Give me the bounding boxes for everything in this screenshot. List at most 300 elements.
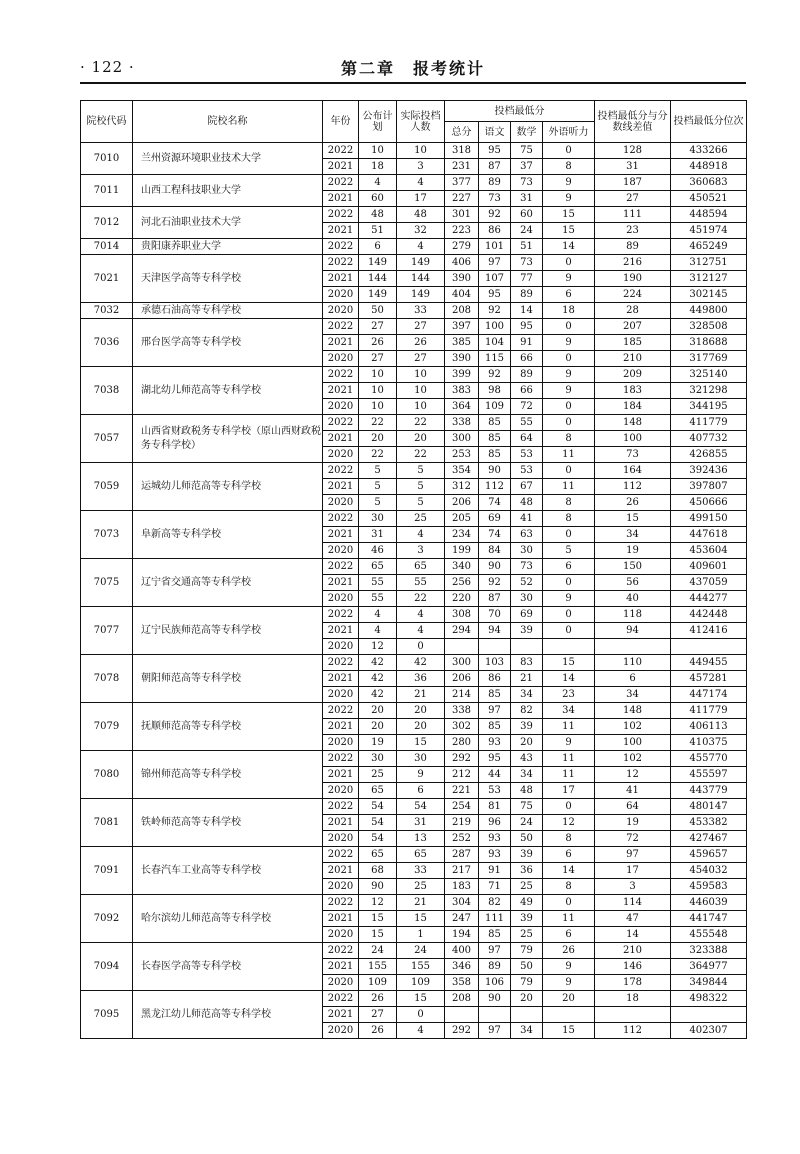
cell-year: 2020 xyxy=(323,351,359,367)
cell-year: 2021 xyxy=(323,191,359,207)
school-name: 天津医学高等专科学校 xyxy=(133,255,323,303)
cell-plan: 4 xyxy=(359,175,397,191)
school-code: 7091 xyxy=(81,847,133,895)
cell-rank: 412416 xyxy=(671,623,747,639)
cell-actual: 36 xyxy=(397,671,445,687)
cell-gap: 128 xyxy=(595,143,671,159)
cell-total: 247 xyxy=(445,911,479,927)
cell-chinese: 92 xyxy=(479,367,511,383)
cell-chinese: 85 xyxy=(479,687,511,703)
cell-plan: 22 xyxy=(359,415,397,431)
cell-foreign: 6 xyxy=(543,287,595,303)
cell-actual: 4 xyxy=(397,623,445,639)
cell-total: 301 xyxy=(445,207,479,223)
cell-rank: 360683 xyxy=(671,175,747,191)
cell-plan: 10 xyxy=(359,143,397,159)
cell-chinese: 107 xyxy=(479,271,511,287)
cell-math: 34 xyxy=(511,687,543,703)
cell-total: 219 xyxy=(445,815,479,831)
table-row xyxy=(81,415,747,431)
cell-math: 66 xyxy=(511,351,543,367)
cell-actual: 4 xyxy=(397,607,445,623)
school-name: 山西工程科技职业大学 xyxy=(133,175,323,207)
cell-chinese: 96 xyxy=(479,815,511,831)
cell-year: 2020 xyxy=(323,287,359,303)
table-row xyxy=(81,303,747,319)
cell-rank: 437059 xyxy=(671,575,747,591)
cell-gap xyxy=(595,639,671,655)
cell-chinese: 85 xyxy=(479,415,511,431)
cell-year: 2021 xyxy=(323,959,359,975)
cell-gap: 64 xyxy=(595,799,671,815)
header-math: 数学 xyxy=(511,122,543,143)
cell-year: 2022 xyxy=(323,607,359,623)
cell-actual: 25 xyxy=(397,879,445,895)
cell-total: 183 xyxy=(445,879,479,895)
cell-year: 2020 xyxy=(323,447,359,463)
cell-chinese: 53 xyxy=(479,783,511,799)
cell-foreign: 11 xyxy=(543,479,595,495)
cell-actual: 5 xyxy=(397,463,445,479)
cell-math: 83 xyxy=(511,655,543,671)
cell-math: 67 xyxy=(511,479,543,495)
cell-chinese: 89 xyxy=(479,959,511,975)
cell-chinese: 90 xyxy=(479,991,511,1007)
cell-chinese: 95 xyxy=(479,143,511,159)
cell-plan: 20 xyxy=(359,719,397,735)
cell-plan: 12 xyxy=(359,639,397,655)
cell-plan: 54 xyxy=(359,815,397,831)
cell-total: 318 xyxy=(445,143,479,159)
cell-plan: 22 xyxy=(359,447,397,463)
header-name: 院校名称 xyxy=(133,101,323,143)
cell-foreign: 14 xyxy=(543,671,595,687)
cell-rank: 449800 xyxy=(671,303,747,319)
cell-total: 253 xyxy=(445,447,479,463)
school-code: 7073 xyxy=(81,511,133,559)
cell-total xyxy=(445,639,479,655)
cell-chinese: 90 xyxy=(479,463,511,479)
cell-math: 82 xyxy=(511,703,543,719)
cell-chinese: 92 xyxy=(479,303,511,319)
cell-gap: 209 xyxy=(595,367,671,383)
cell-rank: 406113 xyxy=(671,719,747,735)
cell-actual: 5 xyxy=(397,479,445,495)
cell-foreign: 0 xyxy=(543,319,595,335)
cell-chinese: 93 xyxy=(479,735,511,751)
cell-actual: 20 xyxy=(397,719,445,735)
cell-foreign: 0 xyxy=(543,351,595,367)
cell-foreign: 14 xyxy=(543,863,595,879)
cell-plan: 55 xyxy=(359,575,397,591)
cell-chinese: 100 xyxy=(479,319,511,335)
cell-chinese: 90 xyxy=(479,559,511,575)
table-row xyxy=(81,703,747,719)
school-name: 贵阳康养职业大学 xyxy=(133,239,323,255)
cell-math: 73 xyxy=(511,255,543,271)
cell-foreign: 9 xyxy=(543,367,595,383)
school-name: 运城幼儿师范高等专科学校 xyxy=(133,463,323,511)
school-code: 7032 xyxy=(81,303,133,319)
cell-foreign: 9 xyxy=(543,175,595,191)
cell-gap: 102 xyxy=(595,719,671,735)
cell-gap: 23 xyxy=(595,223,671,239)
cell-year: 2022 xyxy=(323,463,359,479)
cell-plan: 5 xyxy=(359,495,397,511)
cell-plan: 5 xyxy=(359,463,397,479)
cell-rank: 402307 xyxy=(671,1023,747,1039)
cell-plan: 51 xyxy=(359,223,397,239)
cell-chinese: 109 xyxy=(479,399,511,415)
cell-math: 73 xyxy=(511,559,543,575)
cell-actual: 149 xyxy=(397,255,445,271)
cell-gap: 164 xyxy=(595,463,671,479)
cell-total: 390 xyxy=(445,271,479,287)
cell-rank: 318688 xyxy=(671,335,747,351)
cell-chinese: 104 xyxy=(479,335,511,351)
cell-rank: 411779 xyxy=(671,415,747,431)
cell-total: 256 xyxy=(445,575,479,591)
cell-rank: 453382 xyxy=(671,815,747,831)
cell-year: 2022 xyxy=(323,511,359,527)
table-row xyxy=(81,751,747,767)
cell-year: 2021 xyxy=(323,383,359,399)
school-code: 7077 xyxy=(81,607,133,655)
school-name: 长春汽车工业高等专科学校 xyxy=(133,847,323,895)
cell-rank: 441747 xyxy=(671,911,747,927)
cell-chinese: 93 xyxy=(479,831,511,847)
cell-year: 2021 xyxy=(323,671,359,687)
cell-plan: 10 xyxy=(359,383,397,399)
cell-gap: 19 xyxy=(595,543,671,559)
cell-actual: 15 xyxy=(397,991,445,1007)
cell-gap: 15 xyxy=(595,511,671,527)
cell-rank: 451974 xyxy=(671,223,747,239)
school-code: 7012 xyxy=(81,207,133,239)
cell-foreign: 9 xyxy=(543,735,595,751)
cell-foreign: 0 xyxy=(543,895,595,911)
cell-year: 2020 xyxy=(323,399,359,415)
cell-actual: 155 xyxy=(397,959,445,975)
school-code: 7078 xyxy=(81,655,133,703)
cell-chinese: 82 xyxy=(479,895,511,911)
school-code: 7080 xyxy=(81,751,133,799)
cell-math: 79 xyxy=(511,975,543,991)
cell-chinese: 111 xyxy=(479,911,511,927)
cell-total: 302 xyxy=(445,719,479,735)
cell-plan: 90 xyxy=(359,879,397,895)
cell-year: 2021 xyxy=(323,623,359,639)
cell-gap: 148 xyxy=(595,703,671,719)
cell-foreign: 0 xyxy=(543,415,595,431)
cell-gap: 178 xyxy=(595,975,671,991)
cell-foreign: 6 xyxy=(543,847,595,863)
cell-actual: 10 xyxy=(397,383,445,399)
cell-plan: 18 xyxy=(359,159,397,175)
cell-chinese: 86 xyxy=(479,223,511,239)
cell-actual: 54 xyxy=(397,799,445,815)
cell-chinese: 97 xyxy=(479,943,511,959)
header-chinese: 语文 xyxy=(479,122,511,143)
cell-actual: 24 xyxy=(397,943,445,959)
cell-chinese: 85 xyxy=(479,719,511,735)
cell-math: 48 xyxy=(511,783,543,799)
cell-year: 2022 xyxy=(323,655,359,671)
cell-math: 63 xyxy=(511,527,543,543)
header-foreign: 外语听力 xyxy=(543,122,595,143)
cell-foreign: 15 xyxy=(543,223,595,239)
cell-rank: 454032 xyxy=(671,863,747,879)
header-actual: 实际投档人数 xyxy=(397,101,445,143)
cell-actual: 10 xyxy=(397,367,445,383)
cell-chinese: 103 xyxy=(479,655,511,671)
cell-math: 50 xyxy=(511,831,543,847)
cell-actual: 6 xyxy=(397,783,445,799)
cell-actual: 20 xyxy=(397,703,445,719)
cell-year: 2021 xyxy=(323,479,359,495)
cell-total: 292 xyxy=(445,751,479,767)
cell-actual: 4 xyxy=(397,239,445,255)
cell-gap: 224 xyxy=(595,287,671,303)
cell-actual: 10 xyxy=(397,143,445,159)
cell-actual: 22 xyxy=(397,415,445,431)
cell-year: 2022 xyxy=(323,239,359,255)
cell-plan: 42 xyxy=(359,687,397,703)
cell-foreign: 26 xyxy=(543,943,595,959)
cell-foreign: 0 xyxy=(543,527,595,543)
cell-total: 390 xyxy=(445,351,479,367)
cell-year: 2020 xyxy=(323,495,359,511)
school-name: 辽宁民族师范高等专科学校 xyxy=(133,607,323,655)
header-plan: 公布计划 xyxy=(359,101,397,143)
cell-year: 2022 xyxy=(323,367,359,383)
school-code: 7092 xyxy=(81,895,133,943)
cell-rank: 498322 xyxy=(671,991,747,1007)
cell-actual: 42 xyxy=(397,655,445,671)
cell-year: 2021 xyxy=(323,863,359,879)
cell-chinese: 92 xyxy=(479,575,511,591)
cell-actual: 109 xyxy=(397,975,445,991)
cell-actual: 32 xyxy=(397,223,445,239)
cell-total: 358 xyxy=(445,975,479,991)
cell-total: 377 xyxy=(445,175,479,191)
chapter-title: 第二章 报考统计 xyxy=(340,59,485,78)
cell-actual: 4 xyxy=(397,527,445,543)
cell-rank: 323388 xyxy=(671,943,747,959)
cell-gap: 118 xyxy=(595,607,671,623)
cell-total: 287 xyxy=(445,847,479,863)
header-gap: 投档最低分与分数线差值 xyxy=(595,101,671,143)
cell-plan: 42 xyxy=(359,671,397,687)
cell-foreign: 6 xyxy=(543,927,595,943)
cell-math: 55 xyxy=(511,415,543,431)
cell-actual: 55 xyxy=(397,575,445,591)
cell-math: 69 xyxy=(511,607,543,623)
cell-actual: 3 xyxy=(397,543,445,559)
cell-total: 404 xyxy=(445,287,479,303)
cell-chinese: 97 xyxy=(479,703,511,719)
table-row xyxy=(81,655,747,671)
cell-math: 39 xyxy=(511,719,543,735)
cell-chinese: 115 xyxy=(479,351,511,367)
cell-gap: 187 xyxy=(595,175,671,191)
cell-year: 2021 xyxy=(323,719,359,735)
table-row xyxy=(81,559,747,575)
school-name: 承德石油高等专科学校 xyxy=(133,303,323,319)
cell-total: 304 xyxy=(445,895,479,911)
cell-foreign: 0 xyxy=(543,575,595,591)
cell-plan: 46 xyxy=(359,543,397,559)
cell-rank: 499150 xyxy=(671,511,747,527)
cell-total: 206 xyxy=(445,671,479,687)
cell-math: 14 xyxy=(511,303,543,319)
cell-chinese: 86 xyxy=(479,671,511,687)
cell-year: 2020 xyxy=(323,543,359,559)
cell-rank: 446039 xyxy=(671,895,747,911)
cell-foreign: 0 xyxy=(543,607,595,623)
cell-chinese: 44 xyxy=(479,767,511,783)
cell-chinese: 70 xyxy=(479,607,511,623)
cell-math: 30 xyxy=(511,591,543,607)
cell-math: 24 xyxy=(511,815,543,831)
cell-year: 2020 xyxy=(323,1023,359,1039)
cell-gap: 40 xyxy=(595,591,671,607)
cell-rank: 411779 xyxy=(671,703,747,719)
cell-math: 53 xyxy=(511,463,543,479)
cell-plan: 12 xyxy=(359,895,397,911)
cell-foreign: 9 xyxy=(543,591,595,607)
cell-year: 2022 xyxy=(323,143,359,159)
cell-total: 234 xyxy=(445,527,479,543)
cell-actual: 27 xyxy=(397,351,445,367)
cell-plan: 55 xyxy=(359,591,397,607)
cell-year: 2022 xyxy=(323,703,359,719)
cell-plan: 15 xyxy=(359,927,397,943)
cell-gap: 47 xyxy=(595,911,671,927)
cell-plan: 27 xyxy=(359,1007,397,1023)
cell-actual: 9 xyxy=(397,767,445,783)
cell-gap: 100 xyxy=(595,735,671,751)
cell-gap: 112 xyxy=(595,479,671,495)
school-name: 阜新高等专科学校 xyxy=(133,511,323,559)
cell-foreign: 8 xyxy=(543,495,595,511)
cell-year: 2021 xyxy=(323,431,359,447)
cell-rank: 349844 xyxy=(671,975,747,991)
cell-plan: 30 xyxy=(359,511,397,527)
cell-plan: 48 xyxy=(359,207,397,223)
cell-total: 340 xyxy=(445,559,479,575)
cell-total: 399 xyxy=(445,367,479,383)
cell-foreign: 9 xyxy=(543,191,595,207)
cell-foreign: 9 xyxy=(543,383,595,399)
cell-year: 2021 xyxy=(323,815,359,831)
cell-chinese: 89 xyxy=(479,175,511,191)
cell-foreign: 15 xyxy=(543,207,595,223)
cell-total: 346 xyxy=(445,959,479,975)
cell-gap: 207 xyxy=(595,319,671,335)
school-name: 朝阳师范高等专科学校 xyxy=(133,655,323,703)
school-code: 7021 xyxy=(81,255,133,303)
cell-year: 2021 xyxy=(323,575,359,591)
cell-year: 2020 xyxy=(323,975,359,991)
cell-gap: 148 xyxy=(595,415,671,431)
cell-foreign: 11 xyxy=(543,911,595,927)
cell-foreign: 0 xyxy=(543,143,595,159)
cell-rank: 407732 xyxy=(671,431,747,447)
cell-year: 2022 xyxy=(323,847,359,863)
cell-total: 227 xyxy=(445,191,479,207)
cell-total: 220 xyxy=(445,591,479,607)
cell-plan: 65 xyxy=(359,559,397,575)
cell-plan: 4 xyxy=(359,623,397,639)
school-name: 抚顺师范高等专科学校 xyxy=(133,703,323,751)
cell-gap: 185 xyxy=(595,335,671,351)
cell-chinese: 69 xyxy=(479,511,511,527)
school-code: 7014 xyxy=(81,239,133,255)
cell-math: 48 xyxy=(511,495,543,511)
cell-math: 50 xyxy=(511,959,543,975)
cell-math: 39 xyxy=(511,847,543,863)
cell-actual: 22 xyxy=(397,591,445,607)
cell-chinese: 85 xyxy=(479,447,511,463)
cell-foreign: 23 xyxy=(543,687,595,703)
cell-plan: 25 xyxy=(359,767,397,783)
cell-foreign: 11 xyxy=(543,719,595,735)
cell-math: 20 xyxy=(511,735,543,751)
cell-total: 208 xyxy=(445,303,479,319)
cell-rank: 409601 xyxy=(671,559,747,575)
cell-plan: 149 xyxy=(359,255,397,271)
cell-total: 252 xyxy=(445,831,479,847)
cell-year: 2020 xyxy=(323,879,359,895)
cell-foreign: 9 xyxy=(543,959,595,975)
cell-actual: 25 xyxy=(397,511,445,527)
cell-actual: 21 xyxy=(397,895,445,911)
school-code: 7036 xyxy=(81,319,133,367)
cell-math: 20 xyxy=(511,991,543,1007)
school-name: 铁岭师范高等专科学校 xyxy=(133,799,323,847)
table-row xyxy=(81,799,747,815)
cell-rank: 426855 xyxy=(671,447,747,463)
cell-foreign: 6 xyxy=(543,559,595,575)
cell-gap: 26 xyxy=(595,495,671,511)
cell-year: 2020 xyxy=(323,831,359,847)
cell-gap: 112 xyxy=(595,1023,671,1039)
cell-gap: 110 xyxy=(595,655,671,671)
cell-foreign: 0 xyxy=(543,399,595,415)
cell-total: 312 xyxy=(445,479,479,495)
cell-rank: 450666 xyxy=(671,495,747,511)
cell-plan: 4 xyxy=(359,607,397,623)
cell-year: 2021 xyxy=(323,1007,359,1023)
header-rule xyxy=(80,82,746,84)
cell-chinese: 85 xyxy=(479,927,511,943)
cell-actual: 22 xyxy=(397,447,445,463)
cell-math xyxy=(511,639,543,655)
cell-math: 77 xyxy=(511,271,543,287)
cell-rank: 392436 xyxy=(671,463,747,479)
cell-chinese xyxy=(479,639,511,655)
cell-year: 2020 xyxy=(323,303,359,319)
cell-foreign: 0 xyxy=(543,623,595,639)
table-row xyxy=(81,175,747,191)
cell-plan: 54 xyxy=(359,831,397,847)
cell-year: 2020 xyxy=(323,639,359,655)
school-code: 7075 xyxy=(81,559,133,607)
cell-math: 21 xyxy=(511,671,543,687)
cell-year: 2022 xyxy=(323,207,359,223)
cell-foreign: 8 xyxy=(543,831,595,847)
